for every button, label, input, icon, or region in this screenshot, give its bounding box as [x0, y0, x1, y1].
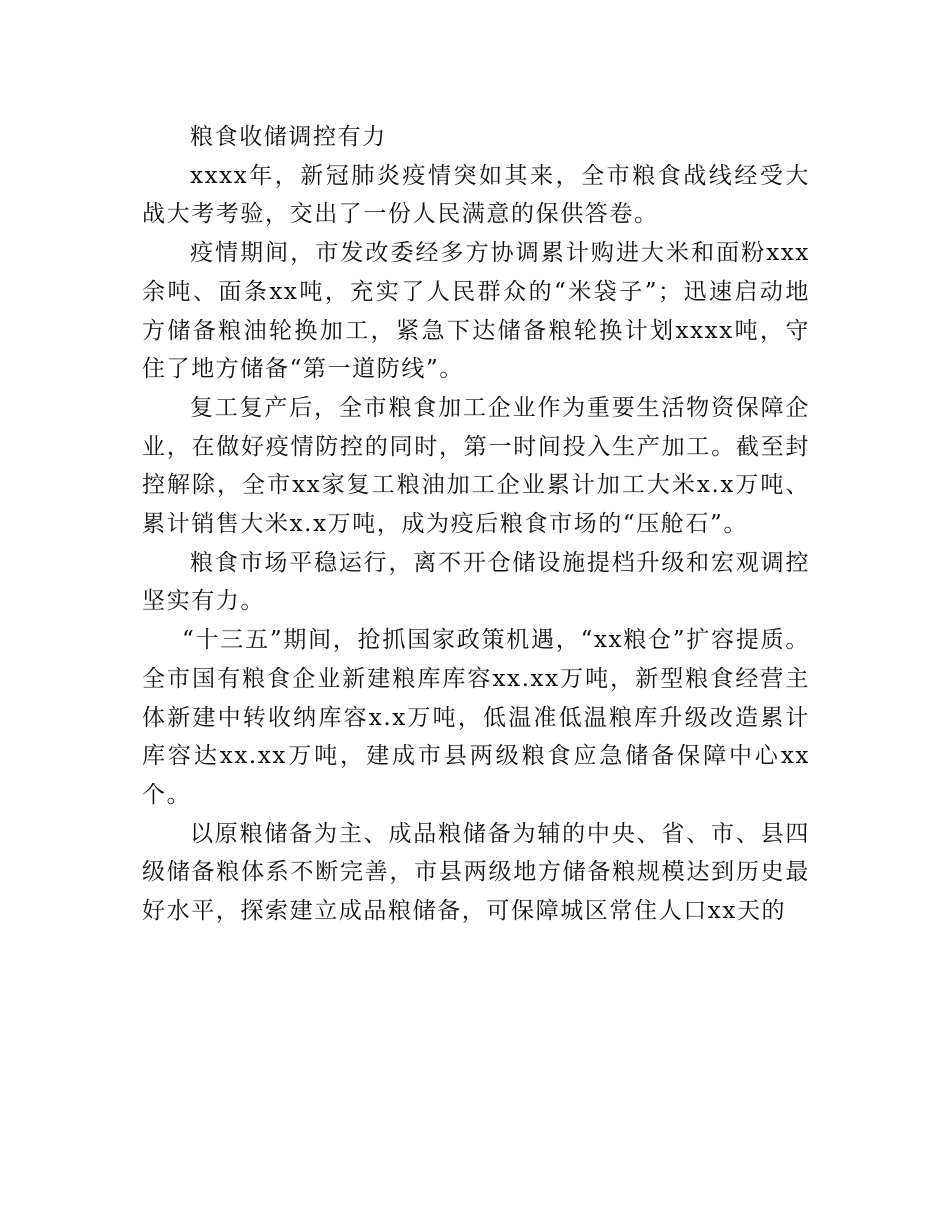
paragraph-market-stability: 粮食市场平稳运行，离不开仓储设施提档升级和宏观调控坚实有力。 [142, 549, 810, 615]
paragraph-five-year-plan: “十三五”期间，抢抓国家政策机遇，“xx粮仓”扩容提质。全市国有粮食企业新建粮库库容xx.xx万吨，新型粮食经营主体新建中转收纳库容x.x万吨，低温准低温粮库升级改造累计库容达xx.xx万吨，建成市县两级粮食应急储备保障中心xx个。 [142, 627, 810, 808]
paragraph-reserve-system: 以原粮储备为主、成品粮储备为辅的中央、省、市、县四级储备粮体系不断完善，市县两级地方储备粮规模达到历史最好水平，探索建立成品粮储备，可保障城区常住人口xx天的 [142, 820, 810, 925]
paragraph-epidemic-period: 疫情期间，市发改委经多方协调累计购进大米和面粉xxx余吨、面条xx吨，充实了人民群众的“米袋子”；迅速启动地方储备粮油轮换加工，紧急下达储备粮轮换计划xxxx吨，守住了地方储备“第一道防线”。 [142, 240, 810, 383]
section-heading: 粮食收储调控有力 [190, 124, 387, 150]
paragraph-pandemic-intro: xxxx年，新冠肺炎疫情突如其来，全市粮食战线经受大战大考考验，交出了一份人民满意的保供答卷。 [142, 162, 810, 228]
paragraph-resumption: 复工复产后，全市粮食加工企业作为重要生活物资保障企业，在做好疫情防控的同时，第一时间投入生产加工。截至封控解除，全市xx家复工粮油加工企业累计加工大米x.x万吨、累计销售大米x.x万吨，成为疫后粮食市场的“压舱石”。 [142, 394, 810, 538]
document-body [142, 118, 810, 931]
